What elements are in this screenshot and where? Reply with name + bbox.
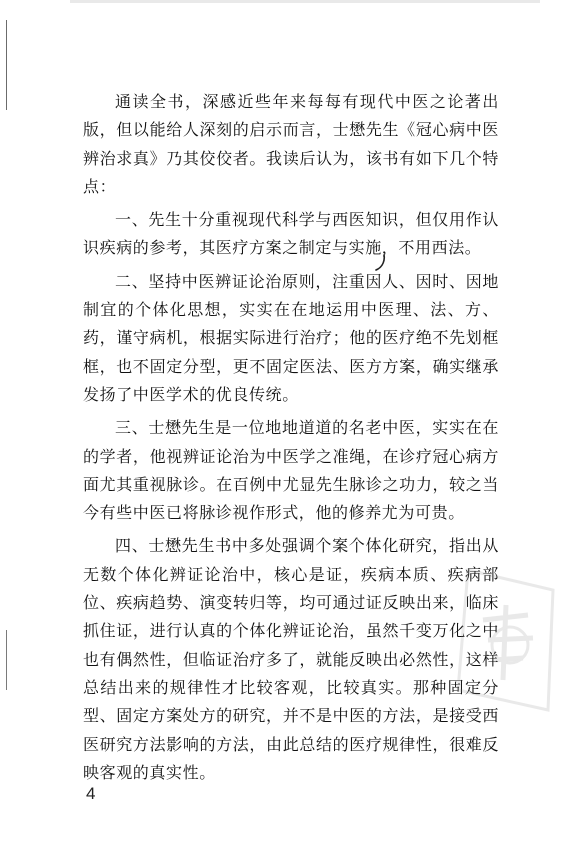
paragraph-point-1: 一、先生十分重视现代科学与西医知识，但仅用作认识疾病的参考，其医疗方案之制定与实施，不用西法。 bbox=[83, 210, 499, 258]
scan-top-shadow bbox=[70, 0, 540, 3]
paragraph-point-3: 三、士懋先生是一位地地道道的名老中医，实实在在的学者，他视辨证论治为中医学之准绳，在诊疗冠心病方面尤其重视脉诊。在百例中尤显先生脉诊之功力，较之当今有些中医已将脉诊视作形式，他的修养尤为可贵。 bbox=[83, 418, 499, 523]
page-edge-mark bbox=[6, 630, 7, 690]
paragraph-intro: 通读全书，深感近些年来每每有现代中医之论著出版，但以能给人深刻的启示而言，士懋先生《冠心病中医辨治求真》乃其佼佼者。我读后认为，该书有如下几个特点： bbox=[83, 92, 499, 196]
page-edge-mark bbox=[6, 20, 7, 110]
watermark-seal-icon bbox=[448, 560, 560, 720]
pen-mark-icon bbox=[374, 254, 388, 272]
page-number: 4 bbox=[86, 784, 96, 803]
document-body bbox=[83, 88, 499, 792]
paragraph-point-2: 二、坚持中医辨证论治原则，注重因人、因时、因地制宜的个体化思想，实实在在地运用中医理、法、方、药，谨守病机，根据实际进行治疗；他的医疗绝不先划框框，也不固定分型，更不固定医法、医方方案，确实继承发扬了中医学术的优良传统。 bbox=[83, 271, 499, 404]
paragraph-point-4: 四、士懋先生书中多处强调个案个体化研究，指出从无数个体化辨证论治中，核心是证，疾病本质、疾病部位、疾病趋势、演变转归等，均可通过证反映出来，临床抓住证，进行认真的个体化辨证论治，虽然千变万化之中也有偶然性，但临证治疗多了，就能反映出必然性，这样总结出来的规律性才比较客观，比较真实。那种固定分型、固定方案处方的研究，并不是中医的方法，是接受西医研究方法影响的方法，由此总结的医疗规律性，很难反映客观的真实性。 bbox=[83, 536, 499, 782]
